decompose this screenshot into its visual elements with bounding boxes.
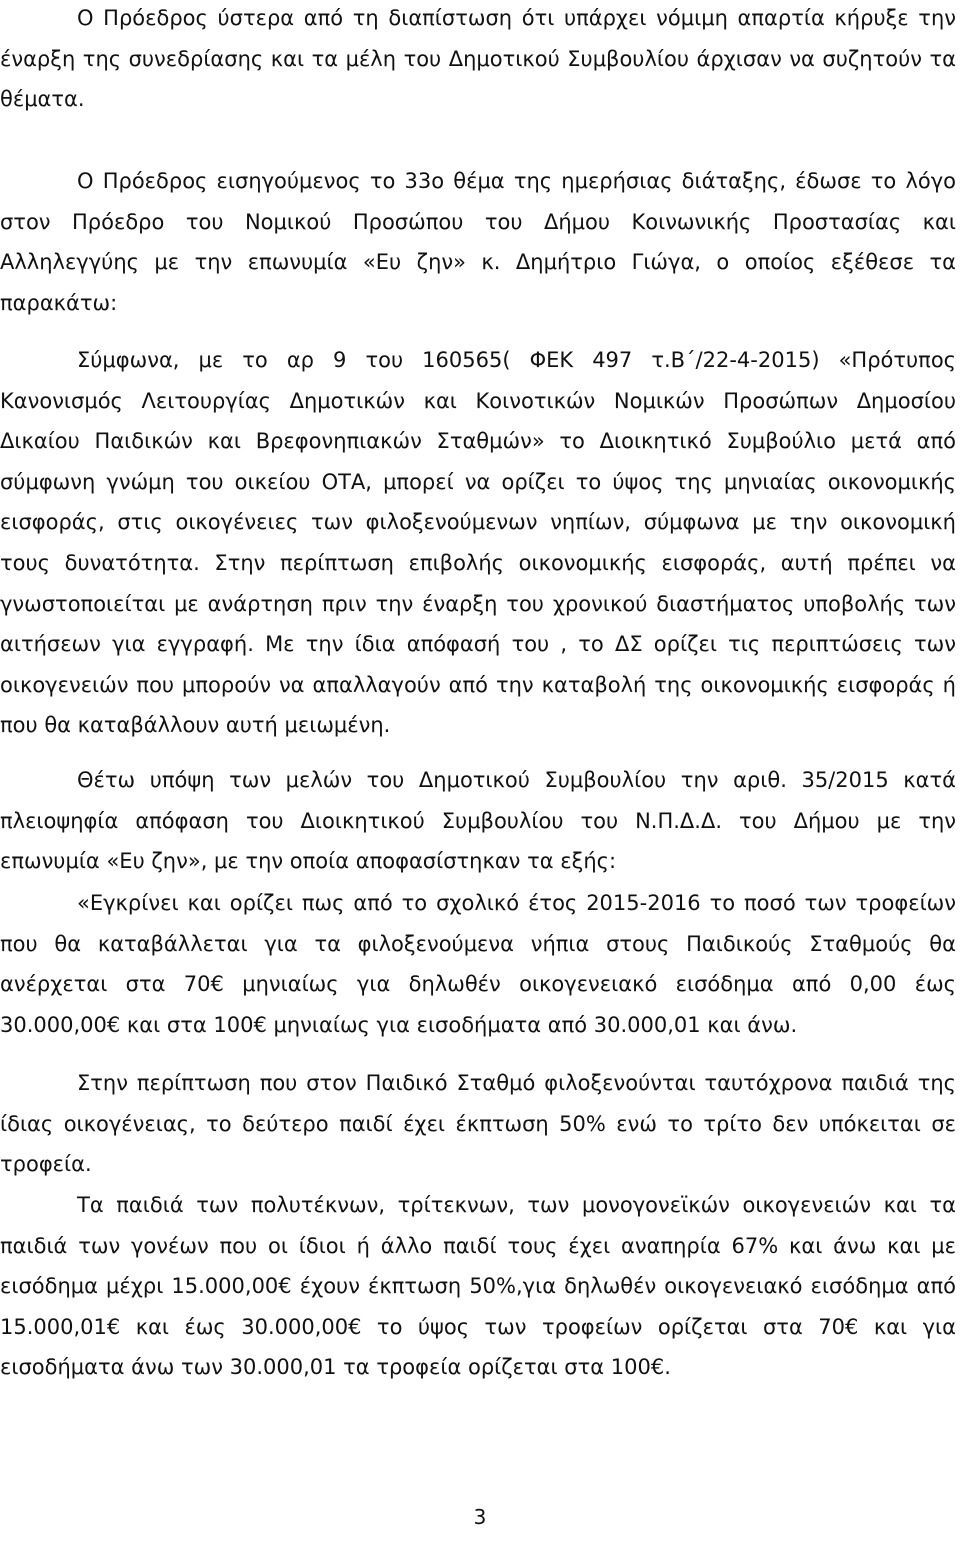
paragraph-regulation: Σύμφωνα, με το αρ 9 του 160565( ΦΕΚ 497 τ.Β΄/22-4-2015) «Πρότυπος Κανονισμός Λειτουργίας Δημοτικών και Κοινοτικών Νομικών Προσώπων Δημοσίου Δικαίου Παιδικών και Βρεφονηπιακών Σταθμών» το Διοικητικό Συμβούλιο μετά από σύμφωνη γνώμη του οικείου ΟΤΑ, μπορεί να ορίζει το ύψος της μηνιαίας οικονομικής εισφοράς, στις οικογένειες των φιλοξενούμενων νηπίων, σύμφωνα με την οικονομική τους δυνατότητα. Στην περίπτωση επιβολής οικονομικής εισφοράς, αυτή πρέπει να γνωστοποιείται με ανάρτηση πριν την έναρξη του χρονικού διαστήματος υποβολής των αιτήσεων για εγγραφή. Με την ίδια απόφασή του , το ΔΣ ορίζει τις περιπτώσεις των οικογενειών που μπορούν να απαλλαγούν από την καταβολή της οικονομικής εισφοράς ή που θα καταβάλλουν αυτή μειωμένη. [0, 348, 956, 738]
paragraph-quorum: Ο Πρόεδρος ύστερα από τη διαπίστωση ότι υπάρχει νόμιμη απαρτία κήρυξε την έναρξη της συνεδρίασης και τα μέλη του Δημοτικού Συμβουλίου άρχισαν να συζητούν τα θέματα. [0, 6, 956, 112]
page-number: 3 [473, 1505, 487, 1529]
paragraph-board-decision: Θέτω υπόψη των μελών του Δημοτικού Συμβουλίου την αριθ. 35/2015 κατά πλειοψηφία απόφαση του Διοικητικού Συμβουλίου του Ν.Π.Δ.Δ. του Δήμου με την επωνυμία «Ευ ζην», με την οποία αποφασίστηκαν τα εξής: [0, 768, 956, 874]
paragraph-siblings-discount: Στην περίπτωση που στον Παιδικό Σταθμό φιλοξενούνται ταυτόχρονα παιδιά της ίδιας οικογένειας, το δεύτερο παιδί έχει έκπτωση 50% ενώ το τρίτο δεν υπόκειται σε τροφεία. [0, 1071, 956, 1177]
paragraph-special-categories: Τα παιδιά των πολυτέκνων, τρίτεκνων, των μονογονεϊκών οικογενειών και τα παιδιά των γονέων που οι ίδιοι ή άλλο παιδί τους έχει αναπηρία 67% και άνω και με εισόδημα μέχρι 15.000,00€ έχουν έκπτωση 50%,για δηλωθέν οικογενειακό εισόδημα από 15.000,01€ και έως 30.000,00€ το ύψος των τροφείων ορίζεται στα 70€ και για εισοδήματα άνω των 30.000,01 τα τροφεία ορίζεται στα 100€. [0, 1193, 956, 1380]
paragraph-introduction: Ο Πρόεδρος εισηγούμενος το 33ο θέμα της ημερήσιας διάταξης, έδωσε το λόγο στον Πρόεδρο του Νομικού Προσώπου του Δήμου Κοινωνικής Προστασίας και Αλληλεγγύης με την επωνυμία «Ευ ζην» κ. Δημήτριο Γιώγα, ο οποίος εξέθεσε τα παρακάτω: [0, 169, 956, 315]
paragraph-fees: «Εγκρίνει και ορίζει πως από το σχολικό έτος 2015-2016 το ποσό των τροφείων που θα καταβάλλεται για τα φιλοξενούμενα νήπια στους Παιδικούς Σταθμούς θα ανέρχεται στα 70€ μηνιαίως για δηλωθέν οικογενειακό εισόδημα από 0,00 έως 30.000,00€ και στα 100€ μηνιαίως για εισοδήματα από 30.000,01 και άνω. [0, 891, 956, 1037]
